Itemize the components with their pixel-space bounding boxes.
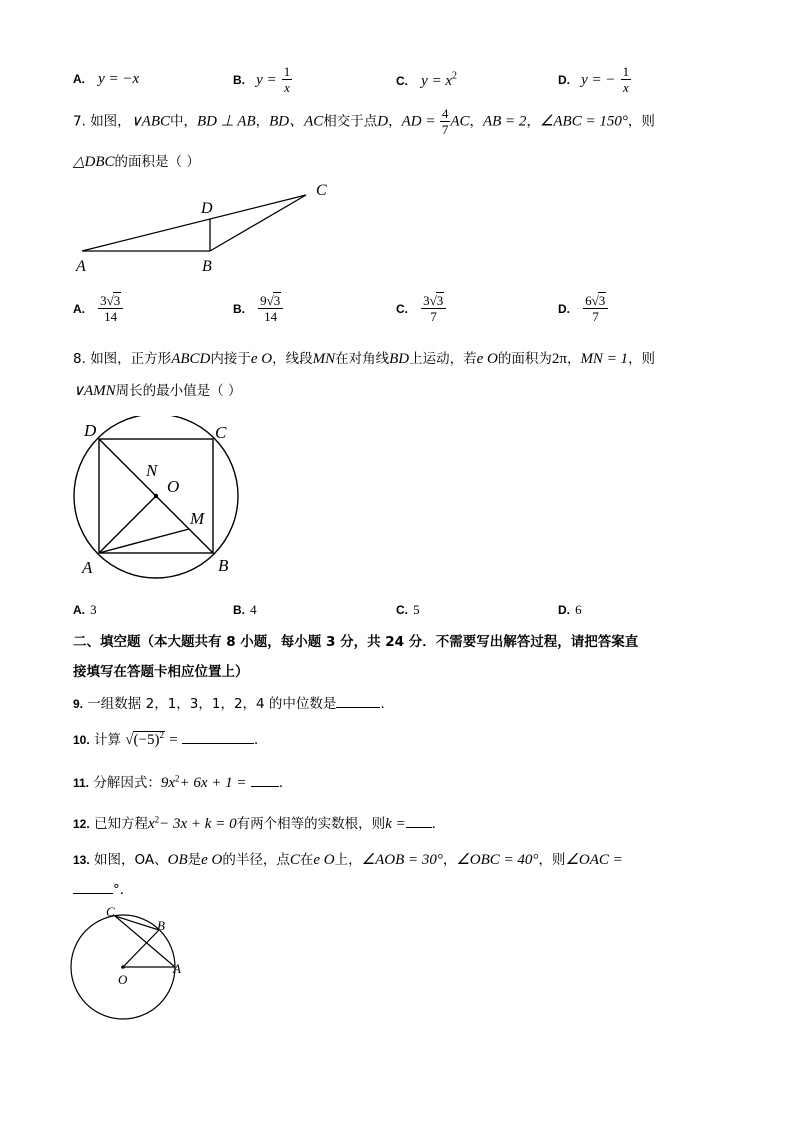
question-number: 12.: [73, 817, 90, 831]
stem-text: ．: [278, 775, 293, 791]
option-label: D.: [558, 302, 570, 316]
stem-text: 相交于点: [323, 113, 378, 130]
fraction: $\frac{3√3}{7}$: [421, 293, 446, 324]
stem-text: ，: [388, 113, 402, 130]
stem-text: 上，: [334, 852, 362, 868]
point-o-label: O: [167, 477, 180, 496]
segment-an: [99, 496, 156, 553]
stem-text: ．: [431, 816, 446, 832]
stem-text: ．: [254, 732, 268, 748]
math: 2π: [551, 351, 567, 367]
stem-text: ，: [566, 351, 581, 367]
math: ∠OAC =: [565, 852, 623, 868]
fraction-den: x: [622, 80, 629, 95]
option-label: B.: [233, 73, 245, 87]
q11-stem: [73, 771, 292, 792]
math: OB: [167, 852, 188, 868]
stem-text: 如图，OA、: [93, 852, 168, 868]
q13-figure: [66, 902, 196, 1026]
point-a-label: A: [82, 558, 93, 577]
math: e O: [476, 351, 498, 367]
math: AC: [450, 113, 470, 130]
math: k =: [385, 816, 406, 832]
option-lhs: y =: [256, 72, 277, 88]
math: ∠ABC = 150°: [539, 113, 628, 130]
math: e O: [201, 852, 223, 868]
point-c-label: C: [106, 904, 115, 919]
point-d-label: D: [84, 421, 97, 440]
option-label: C.: [396, 74, 408, 88]
q13-stem-line2: [73, 878, 133, 898]
q6-option-d: [558, 64, 631, 95]
superscript: 2: [175, 773, 180, 784]
radicand: 3: [113, 293, 121, 308]
segment-am: [99, 529, 189, 553]
option-expr: y = −x: [98, 71, 140, 87]
point-b-label: B: [218, 556, 229, 575]
math: ∠AOB = 30°: [361, 852, 443, 868]
stem-text: 已知方程: [93, 816, 148, 832]
fraction-den: x: [284, 80, 290, 95]
radicand: 3: [436, 293, 444, 308]
math: MN = 1: [580, 351, 629, 367]
fraction: [621, 64, 632, 95]
question-number: 9.: [73, 697, 84, 711]
stem-text: 内接于: [210, 351, 251, 367]
segment-bc: [210, 195, 306, 251]
answer-blank: [336, 707, 380, 708]
stem-text: 一组数据 2，1，3，1，2，4 的中位数是: [87, 696, 337, 712]
fraction-den: 14: [104, 309, 118, 324]
stem-text: 计算: [93, 732, 121, 748]
option-label: B.: [233, 603, 245, 617]
stem-text: 上运动，若: [409, 351, 477, 367]
segment-bc: [115, 916, 159, 930]
option-label: B.: [233, 302, 245, 316]
fraction-den: 7: [592, 309, 599, 324]
math: AB = 2: [482, 113, 527, 130]
stem-text: ，: [469, 113, 483, 130]
q13-stem-line1: [73, 848, 623, 869]
center-dot: [121, 965, 125, 969]
answer-blank: [73, 893, 113, 894]
stem-text: 中，: [170, 113, 197, 130]
q8-option-c: [396, 599, 420, 618]
option-value: 4: [250, 602, 257, 617]
q6-option-b: [233, 64, 292, 95]
option-label: A.: [73, 72, 85, 86]
stem-text: 在对角线: [335, 351, 390, 367]
math: 9x: [160, 775, 175, 791]
superscript: 2: [154, 814, 160, 825]
section-heading-line1: 二、填空题（本大题共有 8 小题，每小题 3 分，共 24 分．不需要写出解答过程，请把答案直: [73, 634, 639, 650]
q7-stem-line2: [73, 150, 200, 171]
coef: 3: [100, 293, 107, 308]
stem-text: °．: [113, 882, 134, 898]
option-label: C.: [396, 302, 408, 316]
q6-option-c: [396, 70, 457, 90]
q7-option-c: [396, 293, 446, 324]
math: AD =: [401, 113, 436, 130]
stem-text: ，: [442, 852, 457, 868]
point-c-label: C: [215, 423, 227, 442]
fraction: $\frac{6√3}{7}$: [583, 293, 608, 324]
q7-option-d: [558, 293, 608, 324]
answer-blank: [182, 743, 254, 744]
superscript: 2: [452, 70, 458, 82]
math: + 6x + 1 =: [179, 775, 247, 791]
math: =: [169, 732, 178, 748]
q8-option-a: [73, 599, 97, 618]
option-value: 3: [90, 602, 97, 617]
option-value: 5: [413, 602, 420, 617]
math: − 3x + k = 0: [159, 816, 237, 832]
question-number: 8.: [73, 351, 86, 367]
stem-text: 是: [187, 852, 202, 868]
fraction: $\frac{9√3}{14}$: [258, 293, 283, 324]
fraction-den: 14: [264, 309, 278, 324]
math: C: [289, 852, 300, 868]
question-number: 11.: [73, 776, 90, 790]
point-d-label: D: [201, 200, 213, 217]
math: △DBC: [73, 154, 115, 170]
point-m-label: M: [190, 509, 205, 528]
answer-blank: [406, 827, 432, 828]
radicand: 3: [273, 293, 281, 308]
question-number: 13.: [73, 853, 90, 867]
fraction-den: 7: [430, 309, 437, 324]
stem-text: 如图，: [90, 113, 131, 130]
math: x: [147, 816, 155, 832]
stem-text: 在: [299, 852, 314, 868]
option-label: C.: [396, 603, 408, 617]
point-a-label: A: [173, 961, 181, 976]
stem-text: ，则: [628, 351, 656, 367]
sqrt-expr: $√(-5)^2$: [125, 730, 164, 748]
q7-option-a: [73, 293, 123, 324]
fraction-den: 7: [441, 122, 449, 137]
q8-option-b: [233, 599, 257, 618]
math: BD ⊥ AB: [197, 113, 256, 130]
math: BD: [389, 351, 410, 367]
option-label: D.: [558, 603, 570, 617]
stem-text: ．: [380, 696, 394, 712]
segment-ac: [82, 195, 306, 251]
stem-text: ，: [526, 113, 540, 130]
question-number: 10.: [73, 733, 90, 747]
math: ABCD: [171, 351, 211, 367]
stem-text: 的面积为: [497, 351, 552, 367]
point-o-label: O: [118, 972, 128, 987]
point-n-label: N: [146, 461, 158, 480]
option-expr: y = x: [421, 73, 453, 89]
q8-stem-line2: [73, 379, 241, 400]
q7-figure: [70, 176, 340, 276]
fraction: $\frac{3√3}{14}$: [98, 293, 123, 324]
q8-figure: [70, 416, 250, 582]
q10-stem: [73, 728, 268, 749]
stem-text: 有两个相等的实数根，则: [236, 816, 386, 832]
math: MN: [312, 351, 336, 367]
math: e O: [313, 852, 335, 868]
q6-option-a: [73, 68, 139, 88]
stem-text: 周长的最小值是（ ）: [115, 383, 242, 399]
math: BD、AC: [269, 113, 324, 130]
coef: 6: [585, 293, 592, 308]
radicand: 3: [598, 293, 606, 308]
fraction-num: 1: [622, 64, 630, 79]
stem-text: ，则: [627, 113, 655, 130]
option-label: D.: [558, 73, 570, 87]
stem-text: ，则: [538, 852, 566, 868]
q9-stem: [73, 692, 394, 712]
math: e O: [250, 351, 273, 367]
option-label: A.: [73, 302, 85, 316]
stem-text: 如图，正方形: [90, 351, 172, 367]
section-heading-line2: 接填写在答题卡相应位置上）: [73, 664, 249, 680]
math: ∨ABC: [130, 113, 170, 130]
point-c-label: C: [316, 182, 327, 199]
option-lhs: y = −: [581, 72, 616, 88]
q7-option-b: [233, 293, 283, 324]
fraction-num: 4: [441, 106, 449, 121]
segment-ca: [115, 916, 175, 967]
point-b-label: B: [157, 918, 165, 933]
stem-text: ，线段: [272, 351, 313, 367]
answer-blank: [251, 786, 279, 787]
question-number: 7.: [73, 113, 86, 130]
point-a-label: A: [76, 258, 86, 275]
option-label: A.: [73, 603, 85, 617]
coef: 3: [423, 293, 430, 308]
q8-stem-line1: [73, 347, 655, 368]
stem-text: 分解因式：: [93, 775, 161, 791]
fraction: [282, 64, 293, 95]
superscript: 2: [159, 730, 164, 740]
q8-option-d: [558, 599, 582, 618]
q7-stem-line1: [73, 106, 655, 137]
math: ∨AMN: [73, 383, 116, 399]
fraction-num: 1: [283, 64, 291, 79]
stem-text: 的半径，点: [222, 852, 290, 868]
coef: 9: [260, 293, 267, 308]
stem-text: ，: [255, 113, 270, 130]
fraction: [440, 106, 451, 137]
q12-stem: [73, 812, 445, 833]
math: ∠OBC = 40°: [456, 852, 539, 868]
point-b-label: B: [202, 258, 212, 275]
stem-text: 的面积是（ ）: [114, 154, 200, 170]
option-value: 6: [575, 602, 582, 617]
center-dot: [154, 494, 158, 498]
radicand: (−5): [133, 732, 160, 748]
math: D: [377, 113, 389, 130]
